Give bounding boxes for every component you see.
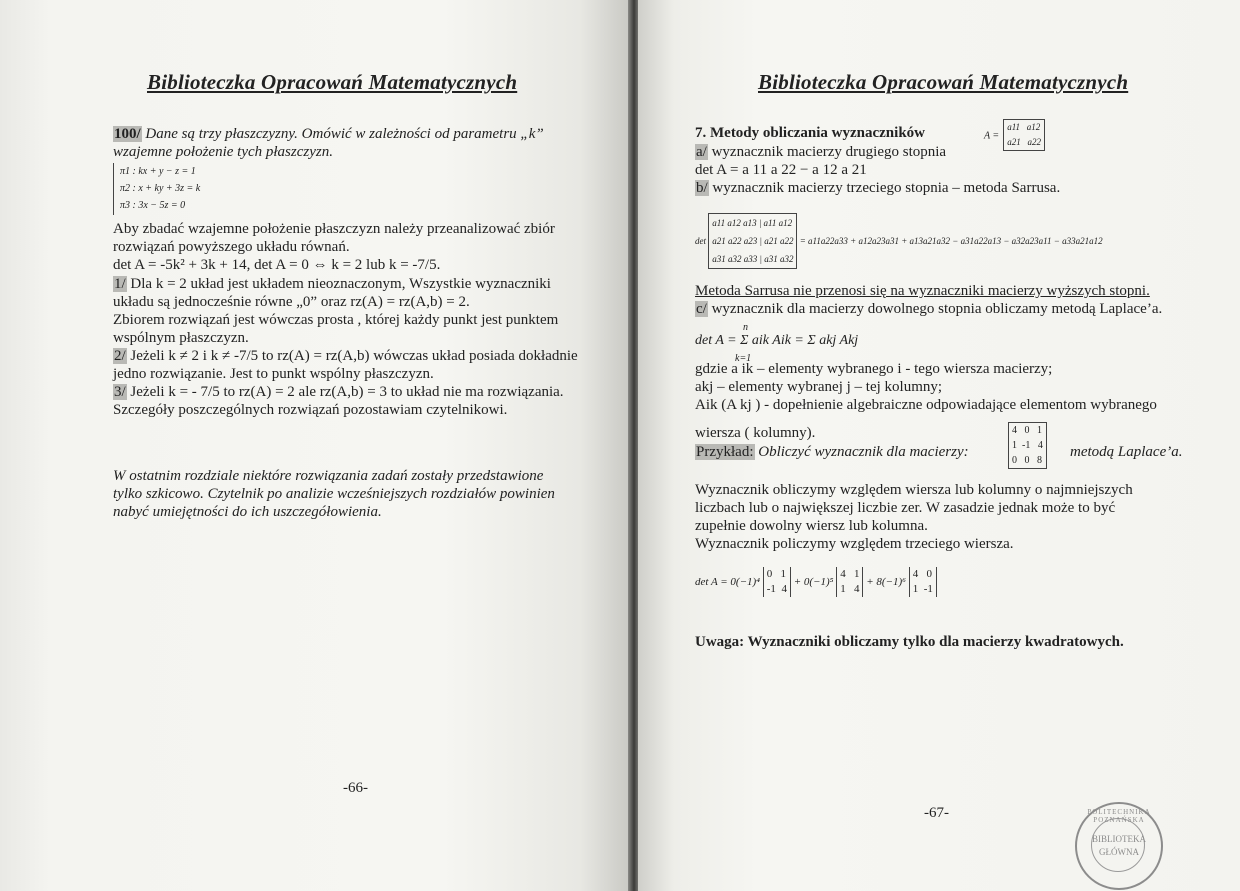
example-label: Przykład:	[696, 444, 754, 460]
example	[695, 443, 969, 461]
page-number: -67-	[924, 805, 949, 821]
matrix-A-2x2	[984, 119, 1045, 151]
case-1-text: Dla k = 2 układ jest układem nieoznaczonym, Wszystkie wyznaczniki	[126, 276, 551, 292]
def-line-1: gdzie a ik – elementy wybranego i - tego wiersza macierzy;	[695, 361, 1053, 377]
case-1-line-3: wspólnym płaszczyzn.	[113, 330, 249, 346]
para-line-4: Wyznacznik policzymy względem trzeciego wiersza.	[695, 536, 1014, 552]
note-line-3: nabyć umiejętności do ich uszczegółowienia.	[113, 504, 382, 520]
example-method: metodą Laplace’a.	[1070, 444, 1183, 460]
equation-system	[113, 163, 200, 215]
stamp-ring-text: POLITECHNIKA POZNAŃSKA	[1087, 808, 1151, 824]
para-line-2: liczbach lub o największej liczbie zer. W zasadzie jednak może to być	[695, 500, 1116, 516]
item-b	[695, 179, 1060, 197]
det-2x2-formula: det A = a 11 a 22 − a 12 a 21	[695, 162, 867, 178]
case-2	[113, 347, 578, 365]
equation-2: π2 : x + ky + 3z = k	[120, 183, 201, 194]
page-header: Biblioteczka Opracowań Matematycznych	[147, 70, 518, 94]
expansion-term-1: det A = 0(−1)⁴	[695, 576, 761, 588]
case-2-text: Jeżeli k ≠ 2 i k ≠ -7/5 to rz(A) = rz(A,b) wówczas układ posiada dokładnie	[126, 348, 578, 364]
sarrus-matrix: a11 a12 a13 | a11 a12 a21 a22 a23 | a21 a22 a31 a32 a33 | a31 a32	[708, 213, 797, 269]
laplace-expression: det A = Σ aik Aik = Σ akj Akj	[695, 333, 859, 348]
library-stamp	[1075, 802, 1163, 890]
case-1-line-2: Zbiorem rozwiązań jest wówczas prosta , której każdy punkt jest punktem	[113, 312, 559, 328]
item-c	[695, 300, 1162, 318]
laplace-formula	[695, 322, 859, 364]
item-c-text: wyznacznik dla macierzy dowolnego stopnia obliczamy metodą Laplace’a.	[707, 301, 1163, 317]
page-header: Biblioteczka Opracowań Matematycznych	[758, 70, 1129, 94]
task-text-2: wzajemne położenie tych płaszczyzn.	[113, 144, 333, 160]
analysis-line-3: det A = -5k² + 3k + 14, det A = 0 ⇔ k = 2 lub k = -7/5.	[113, 257, 441, 273]
para-line-3: zupełnie dowolny wiersz lub kolumna.	[695, 518, 928, 534]
case-3-line: Szczegóły poszczególnych rozwiązań pozostawiam czytelnikowi.	[113, 402, 508, 418]
case-1-number: 1/	[114, 276, 126, 292]
minor-1: 0 1 -1 4	[763, 567, 791, 597]
case-2-line: jedno rozwiązanie. Jest to punkt wspólny płaszczyzn.	[113, 366, 434, 382]
expansion-term-3: + 8(−1)⁶	[866, 576, 906, 588]
stamp-line-2: GŁÓWNA	[1099, 847, 1139, 857]
case-3	[113, 383, 564, 401]
def-line-3: Aik (A kj ) - dopełnienie algebraiczne odpowiadające elementom wybranego	[695, 397, 1157, 413]
def-line-4: wiersza ( kolumny).	[695, 425, 816, 441]
sarrus-note: Metoda Sarrusa nie przenosi się na wyznaczniki macierzy wyższych stopni.	[695, 283, 1150, 299]
item-a	[695, 143, 946, 161]
item-a-number: a/	[696, 144, 707, 160]
minor-3: 4 0 1 -1	[909, 567, 937, 597]
equation-3: π3 : 3x − 5z = 0	[120, 200, 186, 211]
sarrus-formula	[695, 213, 1103, 269]
case-2-number: 2/	[114, 348, 126, 364]
minor-2: 4 1 1 4	[836, 567, 863, 597]
note-line-1: W ostatnim rozdziale niektóre rozwiązania zadań zostały przedstawione	[113, 468, 544, 484]
case-1	[113, 275, 551, 293]
item-c-number: c/	[696, 301, 707, 317]
laplace-upper: n	[743, 322, 748, 333]
sarrus-expansion: = a11a22a33 + a12a23a31 + a13a21a32 − a31a22a13 − a32a23a11 − a33a21a12	[799, 236, 1103, 246]
matrix-A-label: A =	[984, 130, 1000, 142]
item-b-text: wyznacznik macierzy trzeciego stopnia – metoda Sarrusa.	[708, 180, 1061, 196]
right-page	[638, 0, 1240, 891]
warning-note: Uwaga: Wyznaczniki obliczamy tylko dla macierzy kwadratowych.	[695, 634, 1124, 650]
laplace-lower: k=1	[735, 353, 752, 364]
item-b-number: b/	[696, 180, 708, 196]
task-text: Dane są trzy płaszczyzny. Omówić w zależności od parametru „k”	[145, 126, 544, 142]
example-matrix: 4 0 1 1 -1 4 0 0 8	[1008, 422, 1047, 469]
def-line-2: akj – elementy wybranej j – tej kolumny;	[695, 379, 943, 395]
example-text: Obliczyć wyznacznik dla macierzy:	[754, 444, 969, 460]
case-3-text: Jeżeli k = - 7/5 to rz(A) = 2 ale rz(A,b) = 3 to układ nie ma rozwiązania.	[126, 384, 564, 400]
item-a-text: wyznacznik macierzy drugiego stopnia	[707, 144, 947, 160]
task-intro	[113, 125, 544, 143]
equation-1: π1 : kx + y − z = 1	[120, 166, 196, 177]
section-title: 7. Metody obliczania wyznaczników	[695, 125, 925, 141]
page-number: -66-	[343, 780, 368, 796]
laplace-expansion	[695, 567, 937, 597]
expansion-term-2: + 0(−1)⁵	[793, 576, 834, 588]
task-number: 100/	[114, 126, 141, 142]
stamp-line-1: BIBLIOTEKA	[1092, 834, 1146, 844]
analysis-line-2: rozwiązań powyższego układu równań.	[113, 239, 350, 255]
note-line-2: tylko szkicowo. Czytelnik po analizie wcześniejszych rozdziałów powinien	[113, 486, 555, 502]
matrix-A: a11 a12 a21 a22	[1003, 119, 1045, 151]
case-1-line-1: układu są jednocześnie równe „0” oraz rz(A) = rz(A,b) = 2.	[113, 294, 470, 310]
case-3-number: 3/	[114, 384, 126, 400]
analysis-line-1: Aby zbadać wzajemne położenie płaszczyzn należy przeanalizować zbiór	[113, 221, 555, 237]
para-line-1: Wyznacznik obliczymy względem wiersza lub kolumny o najmniejszych	[695, 482, 1133, 498]
sarrus-det-label: det	[695, 236, 706, 246]
